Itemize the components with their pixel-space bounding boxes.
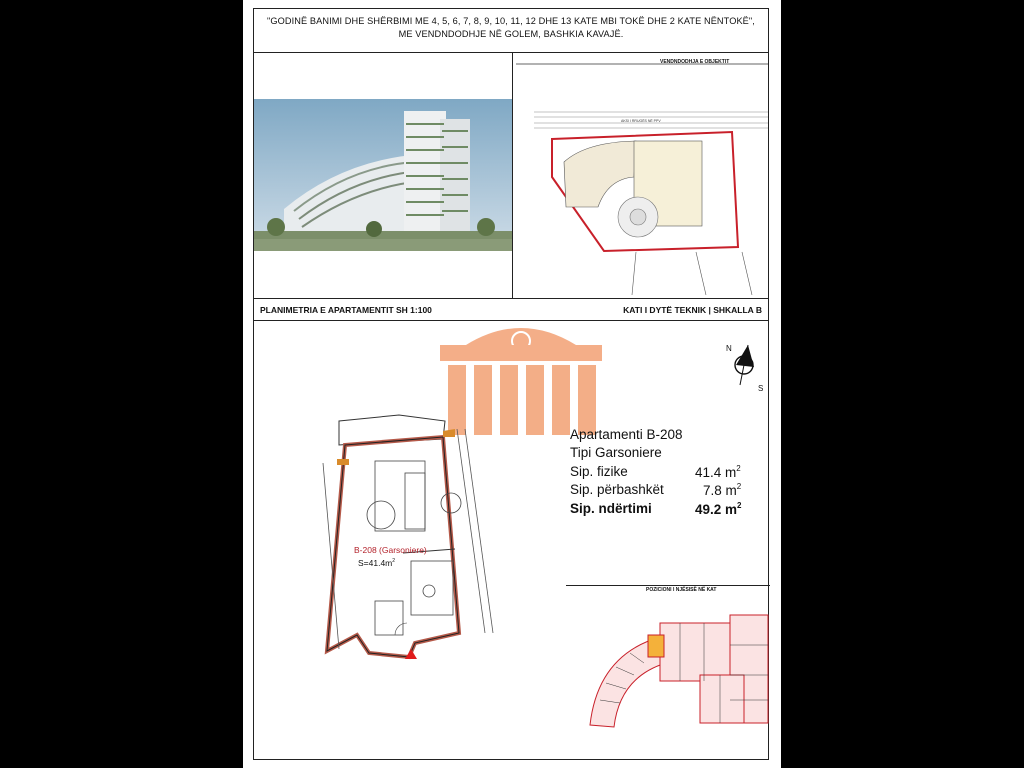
divider-vertical [512,52,513,298]
area-label-physical: Sip. fizike [570,464,628,479]
site-plan-label: VENDNDODHJA E OBJEKTIT [660,59,730,65]
road-label: AKSI I RRUGËS NË PPV [621,119,661,123]
compass-south: S [758,384,764,393]
floor-plan [309,403,519,665]
compass-north: N [726,344,732,353]
apartment-name: Apartamenti B-208 [570,427,683,442]
area-value-physical-sup: 2 [736,464,741,473]
area-label-construction: Sip. ndërtimi [570,501,652,516]
project-title-line-2: ME VENDNDODHJE NË GOLEM, BASHKIA KAVAJË. [398,29,624,39]
key-plan [580,605,774,733]
divider-bar-top [254,298,768,299]
unit-area-unit-sup: 2 [392,558,396,564]
document-sheet [243,0,781,768]
key-plan-highlight [648,635,664,657]
compass-icon [722,337,766,395]
area-value-physical-num: 41.4 m [695,465,737,480]
area-value-common [703,482,741,498]
key-plan-label: POZICIONI I NJËSISË NË KAT [646,587,717,593]
project-title [254,15,768,41]
plan-title: PLANIMETRIA E APARTAMENTIT SH 1:100 [260,305,432,315]
area-value-construction [695,501,741,517]
project-title-line-1: "GODINË BANIMI DHE SHËRBIMI ME 4, 5, 6, 7, 8, 9, 10, 11, 12 DHE 13 KATE MBI TOKË DHE 2 KATE NËNTOKË", [267,16,755,26]
area-value-construction-sup: 2 [737,501,742,510]
unit-area [358,558,395,568]
sheet-frame [253,8,769,760]
key-plan-header-line [566,585,770,586]
apartment-type: Tipi Garsoniere [570,445,662,460]
area-value-physical [695,464,741,480]
unit-area-value: S=41.4m [358,558,393,568]
divider-top [254,52,768,53]
unit-label: B-208 (Garsoniere) [354,545,427,555]
area-value-common-num: 7.8 m [703,483,737,498]
site-plan [516,57,768,295]
floor-title: KATI I DYTË TEKNIK | SHKALLA B [623,305,762,315]
area-value-common-sup: 2 [736,482,742,491]
area-label-common: Sip. përbashkët [570,482,664,497]
area-value-construction-num: 49.2 m [695,502,738,517]
building-rendering [254,99,512,251]
